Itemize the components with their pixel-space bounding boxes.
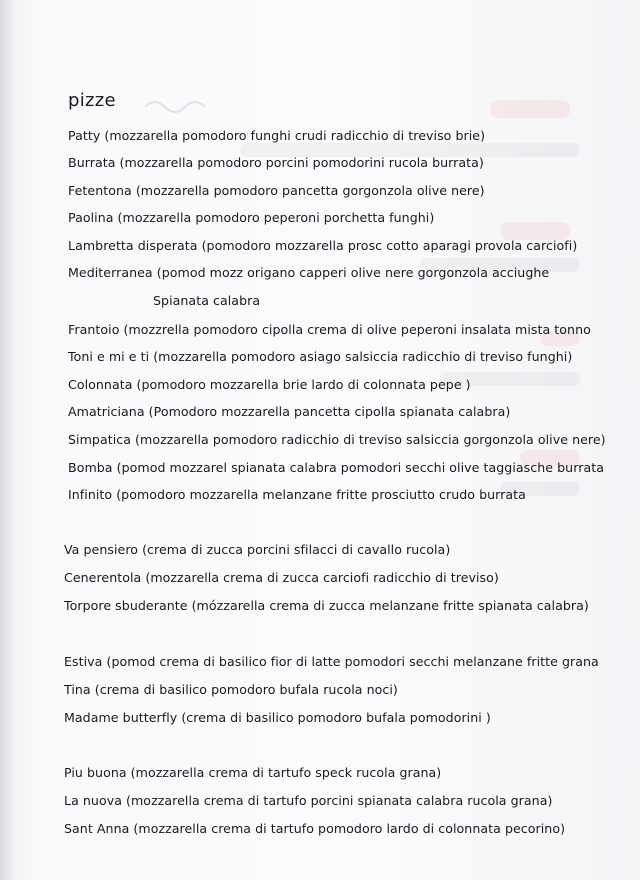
menu-item: Amatriciana (Pomodoro mozzarella pancetta cipolla spianata calabra) [68, 404, 511, 419]
menu-item: Colonnata (pomodoro mozzarella brie lardo di colonnata pepe ) [68, 377, 471, 392]
menu-item: Toni e mi e ti (mozzarella pomodoro asiago salsiccia radicchio di treviso funghi) [68, 349, 573, 364]
menu-item: Va pensiero (crema di zucca porcini sfilacci di cavallo rucola) [64, 542, 451, 557]
menu-item: Patty (mozzarella pomodoro funghi crudi radicchio di treviso brie) [68, 128, 486, 143]
menu-item: Fetentona (mozzarella pomodoro pancetta gorgonzola olive nere) [68, 183, 485, 198]
menu-item: Tina (crema di basilico pomodoro bufala rucola noci) [64, 682, 398, 697]
menu-item: Torpore sbuderante (mózzarella crema di zucca melanzane fritte spianata calabra) [64, 598, 589, 613]
bleed-through-block-1 [490, 100, 570, 118]
menu-item: Estiva (pomod crema di basilico fior di latte pomodori secchi melanzane fritte grana [64, 654, 599, 669]
bleed-through-mark [140, 92, 210, 114]
menu-item: Infinito (pomodoro mozzarella melanzane fritte prosciutto crudo burrata [68, 487, 526, 502]
menu-item: Mediterranea (pomod mozz origano capperi olive nere gorgonzola acciughe [68, 265, 550, 280]
menu-item: Lambretta disperata (pomodoro mozzarella prosc cotto aparagi provola carciofi) [68, 238, 578, 253]
menu-item: Paolina (mozzarella pomodoro peperoni porchetta funghi) [68, 210, 435, 225]
menu-heading: pizze [68, 90, 116, 111]
menu-item: Piu buona (mozzarella crema di tartufo speck rucola grana) [64, 765, 442, 780]
menu-item: Sant Anna (mozzarella crema di tartufo pomodoro lardo di colonnata pecorino) [64, 821, 566, 836]
menu-item: Simpatica (mozzarella pomodoro radicchio di treviso salsiccia gorgonzola olive nere) [68, 432, 606, 447]
menu-item: Madame butterfly (crema di basilico pomodoro bufala pomodorini ) [64, 710, 491, 725]
page-edge-shadow [0, 0, 14, 880]
menu-item: Frantoio (mozzrella pomodoro cipolla crema di olive peperoni insalata mista tonno [68, 322, 591, 337]
menu-item: La nuova (mozzarella crema di tartufo porcini spianata calabra rucola grana) [64, 793, 553, 808]
bleed-through-price [140, 92, 210, 120]
menu-item: Cenerentola (mozzarella crema di zucca carciofi radicchio di treviso) [64, 570, 499, 585]
menu-item: Spianata calabra [153, 293, 261, 308]
menu-item: Burrata (mozzarella pomodoro porcini pomodorini rucola burrata) [68, 155, 484, 170]
menu-item: Bomba (pomod mozzarel spianata calabra pomodori secchi olive taggiasche burrata [68, 460, 604, 475]
